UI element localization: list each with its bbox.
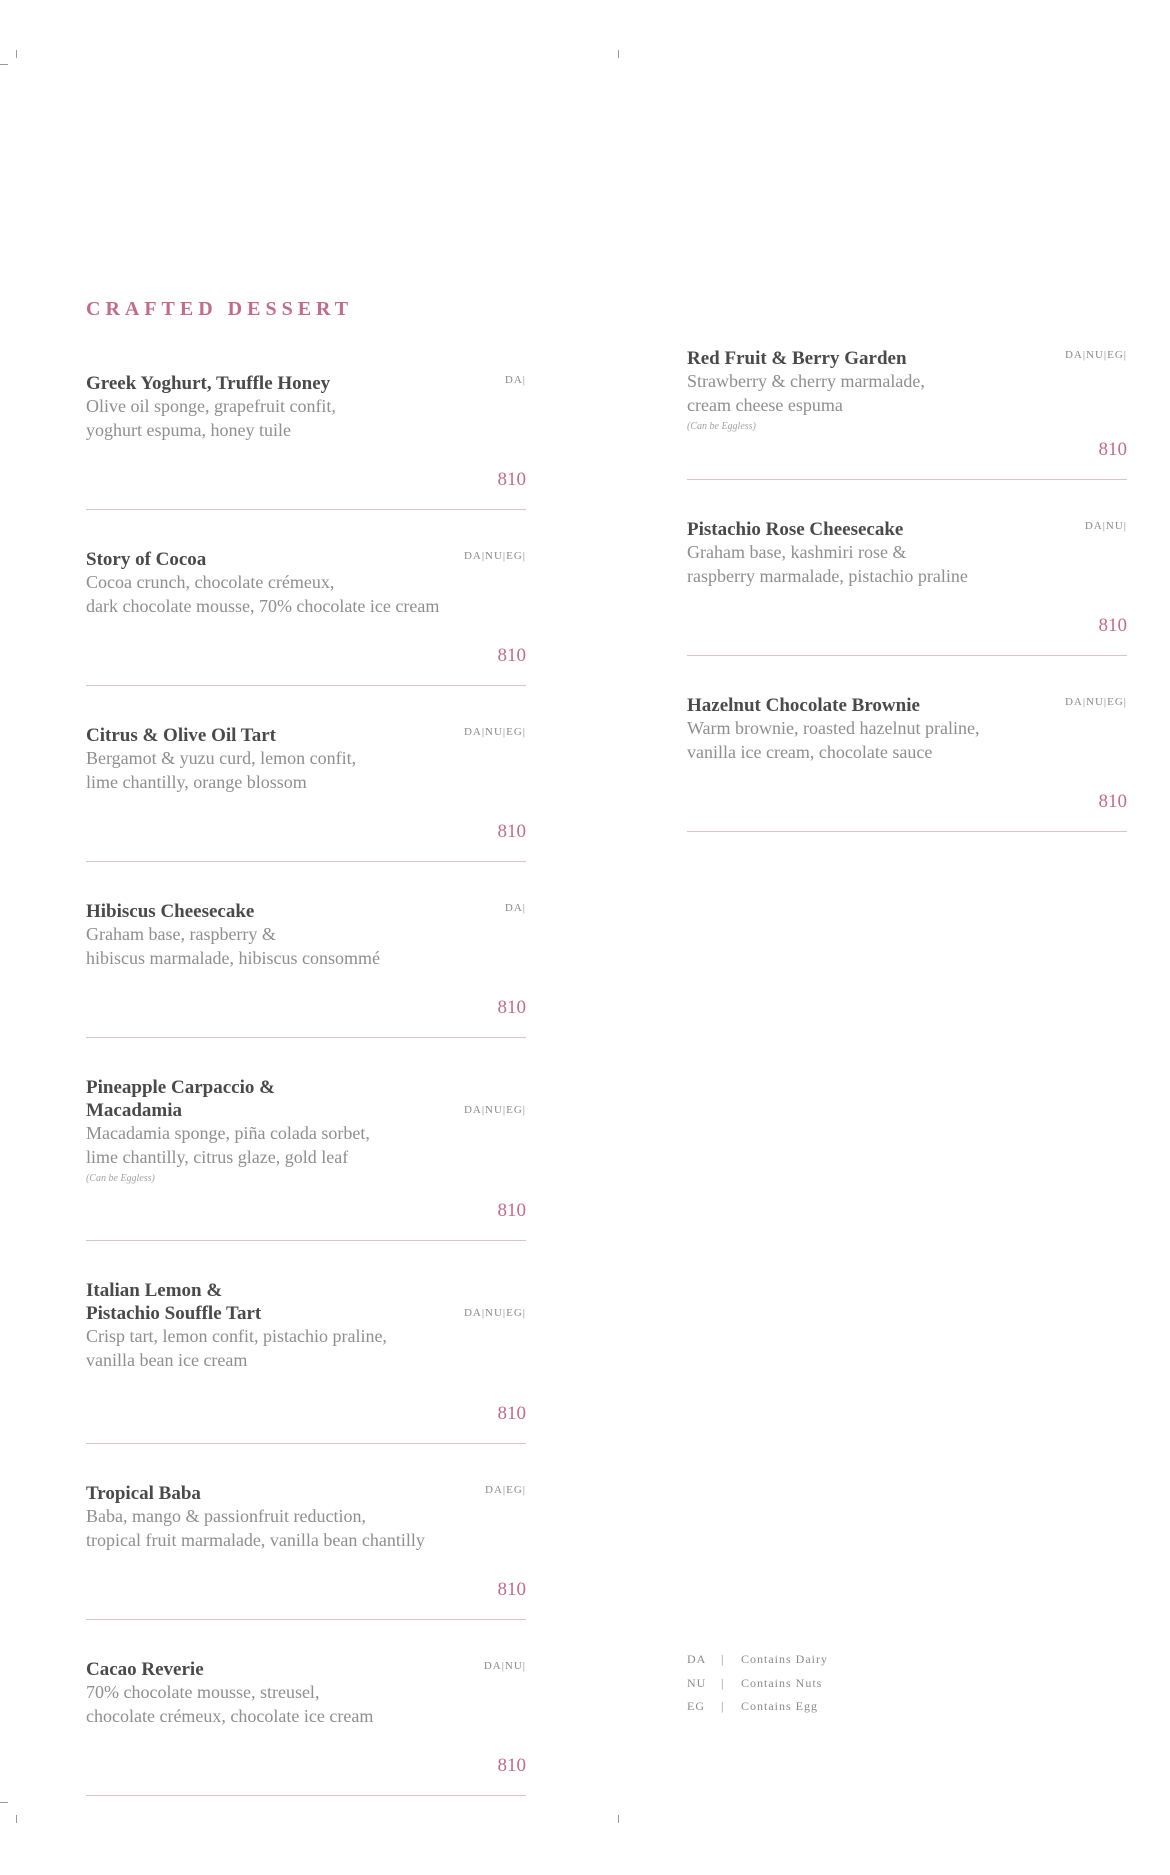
item-description	[687, 370, 1087, 417]
item-description	[86, 1505, 486, 1552]
item-description-line: Macadamia sponge, piña colada sorbet,	[86, 1123, 370, 1143]
item-description	[86, 747, 486, 794]
item-name	[86, 900, 426, 923]
item-name	[86, 1279, 426, 1325]
item-description	[687, 717, 1087, 764]
menu-item	[86, 372, 526, 510]
crop-mark	[0, 1802, 8, 1803]
item-name-line: Pistachio Souffle Tart	[86, 1303, 262, 1324]
crop-mark	[618, 1815, 619, 1823]
item-name	[86, 724, 426, 747]
item-price: 810	[497, 1755, 526, 1776]
item-name-line: Red Fruit & Berry Garden	[687, 348, 907, 369]
menu-item	[86, 1658, 526, 1796]
item-name-line: Hazelnut Chocolate Brownie	[687, 695, 920, 716]
crop-mark	[16, 50, 17, 58]
item-description-line: 70% chocolate mousse, streusel,	[86, 1682, 320, 1702]
legend-separator: |	[721, 1652, 725, 1666]
item-description-line: Strawberry & cherry marmalade,	[687, 371, 925, 391]
legend-row	[687, 1676, 828, 1700]
item-price: 810	[1098, 615, 1127, 636]
menu-column-left	[86, 372, 526, 1834]
item-name	[86, 1076, 426, 1122]
item-name-line: Greek Yoghurt, Truffle Honey	[86, 373, 331, 394]
menu-item	[86, 724, 526, 862]
allergen-codes: DA|NU|EG|	[463, 1307, 526, 1319]
item-price: 810	[497, 1200, 526, 1221]
menu-item	[86, 1279, 526, 1444]
item-name-line: Hibiscus Cheesecake	[86, 901, 255, 922]
allergen-legend	[687, 1652, 828, 1723]
menu-item	[86, 548, 526, 686]
item-price: 810	[1098, 791, 1127, 812]
item-description-line: raspberry marmalade, pistachio praline	[687, 565, 968, 586]
legend-code: NU	[687, 1675, 707, 1690]
allergen-codes: DA|NU|	[1084, 520, 1127, 532]
allergen-codes: DA|NU|EG|	[463, 726, 526, 738]
page-title: CRAFTED DESSERT	[86, 298, 354, 320]
legend-code: DA	[687, 1652, 707, 1666]
legend-row	[687, 1652, 828, 1676]
crop-mark	[16, 1815, 17, 1823]
item-note: (Can be Eggless)	[687, 421, 756, 432]
item-description-line: Crisp tart, lemon confit, pistachio praline,	[86, 1326, 387, 1346]
allergen-codes: DA|NU|EG|	[1064, 696, 1127, 708]
item-description	[86, 571, 486, 618]
allergen-codes: DA|EG|	[485, 1484, 526, 1496]
item-description-line: yoghurt espuma, honey tuile	[86, 419, 291, 440]
item-name-line: Citrus & Olive Oil Tart	[86, 725, 276, 746]
item-description-line: vanilla bean ice cream	[86, 1349, 248, 1370]
legend-label: Contains Egg	[741, 1699, 818, 1713]
item-description	[86, 1122, 486, 1169]
item-name	[687, 518, 1027, 541]
item-description-line: Olive oil sponge, grapefruit confit,	[86, 396, 336, 416]
allergen-codes: DA|	[504, 902, 526, 914]
item-description-line: tropical fruit marmalade, vanilla bean chantilly	[86, 1529, 425, 1550]
menu-item	[86, 1076, 526, 1241]
allergen-codes: DA|NU|EG|	[463, 550, 526, 562]
item-description-line: chocolate crémeux, chocolate ice cream	[86, 1705, 374, 1726]
allergen-codes: DA|NU|	[483, 1660, 526, 1672]
legend-label: Contains Nuts	[741, 1675, 823, 1690]
item-description-line: Bergamot & yuzu curd, lemon confit,	[86, 748, 357, 768]
item-description-line: hibiscus marmalade, hibiscus consommé	[86, 947, 380, 968]
legend-label: Contains Dairy	[741, 1652, 828, 1666]
crop-mark	[618, 50, 619, 58]
item-name-line: Macadamia	[86, 1100, 183, 1121]
allergen-codes: DA|NU|EG|	[1064, 349, 1127, 361]
item-price: 810	[497, 821, 526, 842]
item-name	[687, 347, 1027, 370]
item-name-line: Tropical Baba	[86, 1483, 201, 1504]
item-name-line: Story of Cocoa	[86, 549, 207, 570]
crop-mark	[0, 64, 8, 65]
item-description-line: Graham base, raspberry &	[86, 924, 276, 944]
item-description-line: dark chocolate mousse, 70% chocolate ice cream	[86, 595, 440, 616]
item-price: 810	[497, 1403, 526, 1424]
item-description-line: Warm brownie, roasted hazelnut praline,	[687, 718, 980, 738]
item-description-line: lime chantilly, citrus glaze, gold leaf	[86, 1146, 349, 1167]
menu-item	[687, 347, 1127, 480]
item-description-line: Cocoa crunch, chocolate crémeux,	[86, 572, 335, 592]
item-price: 810	[497, 469, 526, 490]
legend-separator: |	[721, 1675, 725, 1690]
legend-separator: |	[721, 1699, 725, 1713]
item-name-line: Pistachio Rose Cheesecake	[687, 519, 904, 540]
item-description	[687, 541, 1087, 588]
menu-column-right	[687, 347, 1127, 870]
item-note: (Can be Eggless)	[86, 1173, 155, 1184]
item-description	[86, 1325, 486, 1372]
menu-item	[86, 900, 526, 1038]
item-name-line: Pineapple Carpaccio &	[86, 1077, 275, 1098]
legend-code: EG	[687, 1699, 705, 1713]
item-name-line: Italian Lemon &	[86, 1280, 223, 1301]
item-name	[86, 1658, 426, 1681]
menu-item	[86, 1482, 526, 1620]
allergen-codes: DA|NU|EG|	[463, 1104, 526, 1116]
item-name	[687, 694, 1027, 717]
item-description-line: lime chantilly, orange blossom	[86, 771, 307, 792]
item-name	[86, 1482, 426, 1505]
item-description	[86, 1681, 486, 1728]
item-name	[86, 548, 426, 571]
legend-row	[687, 1699, 828, 1723]
item-price: 810	[1098, 439, 1127, 460]
item-price: 810	[497, 1579, 526, 1600]
item-price: 810	[497, 997, 526, 1018]
allergen-codes: DA|	[504, 374, 526, 386]
item-description-line: cream cheese espuma	[687, 394, 843, 415]
menu-item	[687, 518, 1127, 656]
menu-item	[687, 694, 1127, 832]
item-description	[86, 923, 486, 970]
item-description-line: vanilla ice cream, chocolate sauce	[687, 741, 933, 762]
item-name	[86, 372, 426, 395]
item-description-line: Graham base, kashmiri rose &	[687, 542, 907, 562]
item-description	[86, 395, 486, 442]
item-price: 810	[497, 645, 526, 666]
item-name-line: Cacao Reverie	[86, 1659, 204, 1680]
item-description-line: Baba, mango & passionfruit reduction,	[86, 1506, 366, 1526]
